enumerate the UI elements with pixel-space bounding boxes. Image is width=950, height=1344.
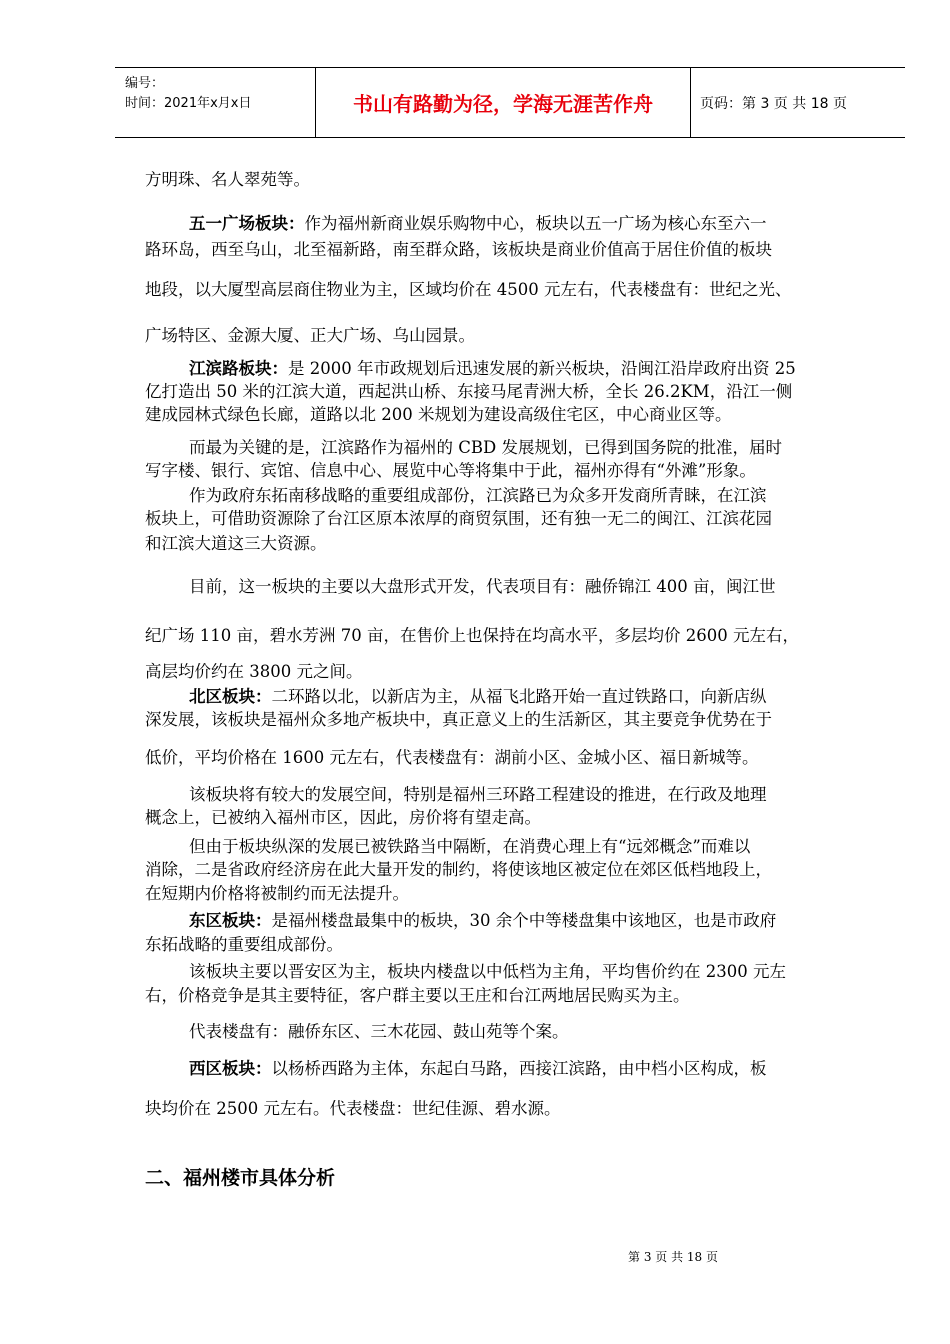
body-line: 和江滨大道这三大资源。 xyxy=(145,534,327,553)
body-line: 代表楼盘有：融侨东区、三木花园、鼓山苑等个案。 xyxy=(189,1022,569,1041)
body-line: 而最为关键的是，江滨路作为福州的 CBD 发展规划，已得到国务院的批准，届时 xyxy=(189,438,782,457)
page-header xyxy=(115,67,905,138)
header-meta xyxy=(115,68,315,137)
section-heading-beiqu: 北区板块： xyxy=(189,687,272,706)
section-heading-dongqu: 东区板块： xyxy=(189,911,272,930)
paragraph-dongqu: 东区板块：是福州楼盘最集中的板块，30 余个中等楼盘集中该地区，也是市政府 xyxy=(189,911,777,930)
body-line: 右，价格竞争是其主要特征，客户群主要以王庄和台江两地居民购买为主。 xyxy=(145,986,690,1005)
body-line: 建成园林式绿色长廊，道路以北 200 米规划为建设高级住宅区，中心商业区等。 xyxy=(145,405,732,424)
paragraph-wuyi: 五一广场板块：作为福州新商业娱乐购物中心，板块以五一广场为核心东至六一 xyxy=(189,214,767,233)
doc-time-label: 时间：2021年x月x日 xyxy=(125,96,252,111)
body-line: 写字楼、银行、宾馆、信息中心、展览中心等将集中于此，福州亦得有“外滩”形象。 xyxy=(145,461,756,480)
body-line: 东拓战略的重要组成部份。 xyxy=(145,935,343,954)
page-footer: 第 3 页 共 18 页 xyxy=(628,1250,718,1264)
paragraph-beiqu: 北区板块：二环路以北，以新店为主，从福飞北路开始一直过铁路口，向新店纵 xyxy=(189,687,767,706)
section-heading-wuyi: 五一广场板块： xyxy=(189,214,305,233)
doc-number-label: 编号： xyxy=(125,76,165,91)
header-motto: 书山有路勤为径，学海无涯苦作舟 xyxy=(315,68,691,137)
header-page-label: 页码：第 3 页 共 18 页 xyxy=(700,95,847,112)
body-line: 在短期内价格将被制约而无法提升。 xyxy=(145,884,409,903)
section-heading-jiangbin: 江滨路板块： xyxy=(189,359,288,378)
body-line: 纪广场 110 亩，碧水芳洲 70 亩，在售价上也保持在均高水平，多层均价 2600 元左右， xyxy=(145,626,799,645)
body-line: 目前，这一板块的主要以大盘形式开发，代表项目有：融侨锦江 400 亩，闽江世 xyxy=(189,577,776,596)
body-line: 但由于板块纵深的发展已被铁路当中隔断，在消费心理上有“远郊概念”而难以 xyxy=(189,837,751,856)
paragraph-jiangbin: 江滨路板块：是 2000 年市政规划后迅速发展的新兴板块，沿闽江沿岸政府出资 25 xyxy=(189,359,796,378)
body-line: 概念上，已被纳入福州市区，因此，房价将有望走高。 xyxy=(145,808,541,827)
body-line: 广场特区、金源大厦、正大广场、乌山园景。 xyxy=(145,326,475,345)
body-line: 亿打造出 50 米的江滨大道，西起洪山桥、东接马尾青洲大桥，全长 26.2KM，沿江一侧 xyxy=(145,382,793,401)
paragraph-xiqu: 西区板块：以杨桥西路为主体，东起白马路，西接江滨路，由中档小区构成，板 xyxy=(189,1059,767,1078)
body-line: 方明珠、名人翠苑等。 xyxy=(145,170,310,189)
body-line: 高层均价约在 3800 元之间。 xyxy=(145,662,363,681)
body-line: 深发展，该板块是福州众多地产板块中，真正意义上的生活新区，其主要竞争优势在于 xyxy=(145,710,772,729)
section-heading-xiqu: 西区板块： xyxy=(189,1059,272,1078)
body-line: 路环岛，西至乌山，北至福新路，南至群众路，该板块是商业价值高于居住价值的板块 xyxy=(145,240,772,259)
body-line: 块均价在 2500 元左右。代表楼盘：世纪佳源、碧水源。 xyxy=(145,1099,561,1118)
body-line: 消除，二是省政府经济房在此大量开发的制约，将使该地区被定位在郊区低档地段上， xyxy=(145,860,772,879)
body-line: 该板块主要以晋安区为主，板块内楼盘以中低档为主角，平均售价约在 2300 元左 xyxy=(189,962,786,981)
body-line: 地段，以大厦型高层商住物业为主，区域均价在 4500 元左右，代表楼盘有：世纪之光、 xyxy=(145,280,792,299)
section-title: 二、福州楼市具体分析 xyxy=(145,1167,336,1189)
body-line: 低价，平均价格在 1600 元左右，代表楼盘有：湖前小区、金城小区、福日新城等。 xyxy=(145,748,759,767)
body-line: 该板块将有较大的发展空间，特别是福州三环路工程建设的推进，在行政及地理 xyxy=(189,785,767,804)
body-line: 板块上，可借助资源除了台江区原本浓厚的商贸氛围，还有独一无二的闽江、江滨花园 xyxy=(145,509,772,528)
body-line: 作为政府东拓南移战略的重要组成部份，江滨路已为众多开发商所青睐，在江滨 xyxy=(189,486,767,505)
